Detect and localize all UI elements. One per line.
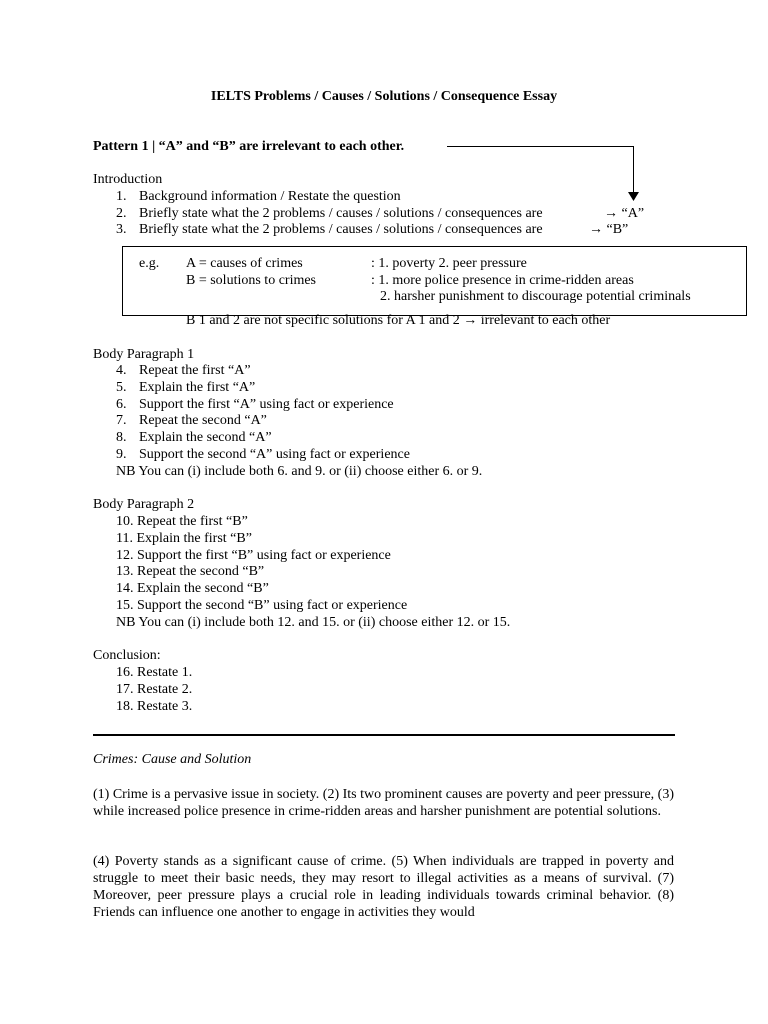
list-item: 14. Explain the second “B” bbox=[116, 581, 269, 596]
list-item: Support the second “A” using fact or experience bbox=[139, 447, 410, 462]
list-item: 18. Restate 3. bbox=[116, 699, 193, 714]
list-item: 13. Repeat the second “B” bbox=[116, 564, 265, 579]
list-item: Briefly state what the 2 problems / causes / solutions / consequences are bbox=[139, 222, 543, 237]
essay-paragraph-1: (1) Crime is a pervasive issue in society. (2) Its two prominent causes are poverty and peer pressure, (3) while increased police presence in crime-ridden areas and harsher punishment are potential solutions. bbox=[93, 787, 674, 819]
essay-paragraph-2: (4) Poverty stands as a significant cause of crime. (5) When individuals are trapped in poverty and struggle to meet their basic needs, they may resort to illegal activities as a means of survival. (7) Moreover, peer pressure plays a crucial role in leading individuals towards criminal behavior. (8) Friends can influence one another to engage in activities they would bbox=[93, 854, 674, 920]
example-b-value-2: 2. harsher punishment to discourage potential criminals bbox=[380, 289, 691, 304]
list-item-number: 9. bbox=[116, 447, 127, 462]
example-b-value-1: : 1. more police presence in crime-ridden areas bbox=[371, 273, 634, 288]
example-b-label: B = solutions to crimes bbox=[186, 273, 317, 288]
conclusion-heading: Conclusion: bbox=[93, 648, 161, 663]
example-a-label: A = causes of crimes bbox=[186, 256, 303, 271]
list-item: Explain the first “A” bbox=[139, 380, 256, 395]
list-item: Repeat the first “A” bbox=[139, 363, 251, 378]
list-item-number: 6. bbox=[116, 397, 127, 412]
list-item: 11. Explain the first “B” bbox=[116, 531, 252, 546]
list-item-number: 3. bbox=[116, 222, 127, 237]
list-item-number: 5. bbox=[116, 380, 127, 395]
intro-heading: Introduction bbox=[93, 172, 163, 187]
page-title: IELTS Problems / Causes / Solutions / Consequence Essay bbox=[210, 89, 558, 104]
list-item: 15. Support the second “B” using fact or experience bbox=[116, 598, 408, 613]
list-item: Explain the second “A” bbox=[139, 430, 272, 445]
body1-note: NB You can (i) include both 6. and 9. or (ii) choose either 6. or 9. bbox=[116, 464, 483, 479]
arrow-b-label: → “B” bbox=[589, 222, 629, 237]
list-item: 16. Restate 1. bbox=[116, 665, 193, 680]
pattern-heading: Pattern 1 | “A” and “B” are irrelevant to each other. bbox=[93, 139, 405, 154]
list-item: 17. Restate 2. bbox=[116, 682, 193, 697]
list-item: Repeat the second “A” bbox=[139, 413, 267, 428]
list-item: Support the first “A” using fact or experience bbox=[139, 397, 394, 412]
list-item: Background information / Restate the question bbox=[139, 189, 401, 204]
list-item: Briefly state what the 2 problems / causes / solutions / consequences are bbox=[139, 206, 543, 221]
body2-heading: Body Paragraph 2 bbox=[93, 497, 195, 512]
section-divider bbox=[93, 734, 675, 736]
list-item-number: 4. bbox=[116, 363, 127, 378]
list-item-number: 8. bbox=[116, 430, 127, 445]
list-item-number: 7. bbox=[116, 413, 127, 428]
arrow-a-label: → “A” bbox=[604, 206, 645, 221]
connector-line bbox=[447, 146, 634, 147]
list-item: 10. Repeat the first “B” bbox=[116, 514, 248, 529]
example-note: B 1 and 2 are not specific solutions for A 1 and 2 → irrelevant to each other bbox=[186, 313, 611, 328]
essay-title: Crimes: Cause and Solution bbox=[93, 752, 252, 767]
body1-heading: Body Paragraph 1 bbox=[93, 347, 195, 362]
example-label: e.g. bbox=[139, 256, 160, 271]
connector-line-vertical bbox=[633, 146, 634, 194]
list-item: 12. Support the first “B” using fact or experience bbox=[116, 548, 391, 563]
example-a-value: : 1. poverty 2. peer pressure bbox=[371, 256, 527, 271]
list-item-number: 2. bbox=[116, 206, 127, 221]
list-item-number: 1. bbox=[116, 189, 127, 204]
body2-note: NB You can (i) include both 12. and 15. or (ii) choose either 12. or 15. bbox=[116, 615, 511, 630]
arrow-down-icon bbox=[628, 192, 639, 201]
